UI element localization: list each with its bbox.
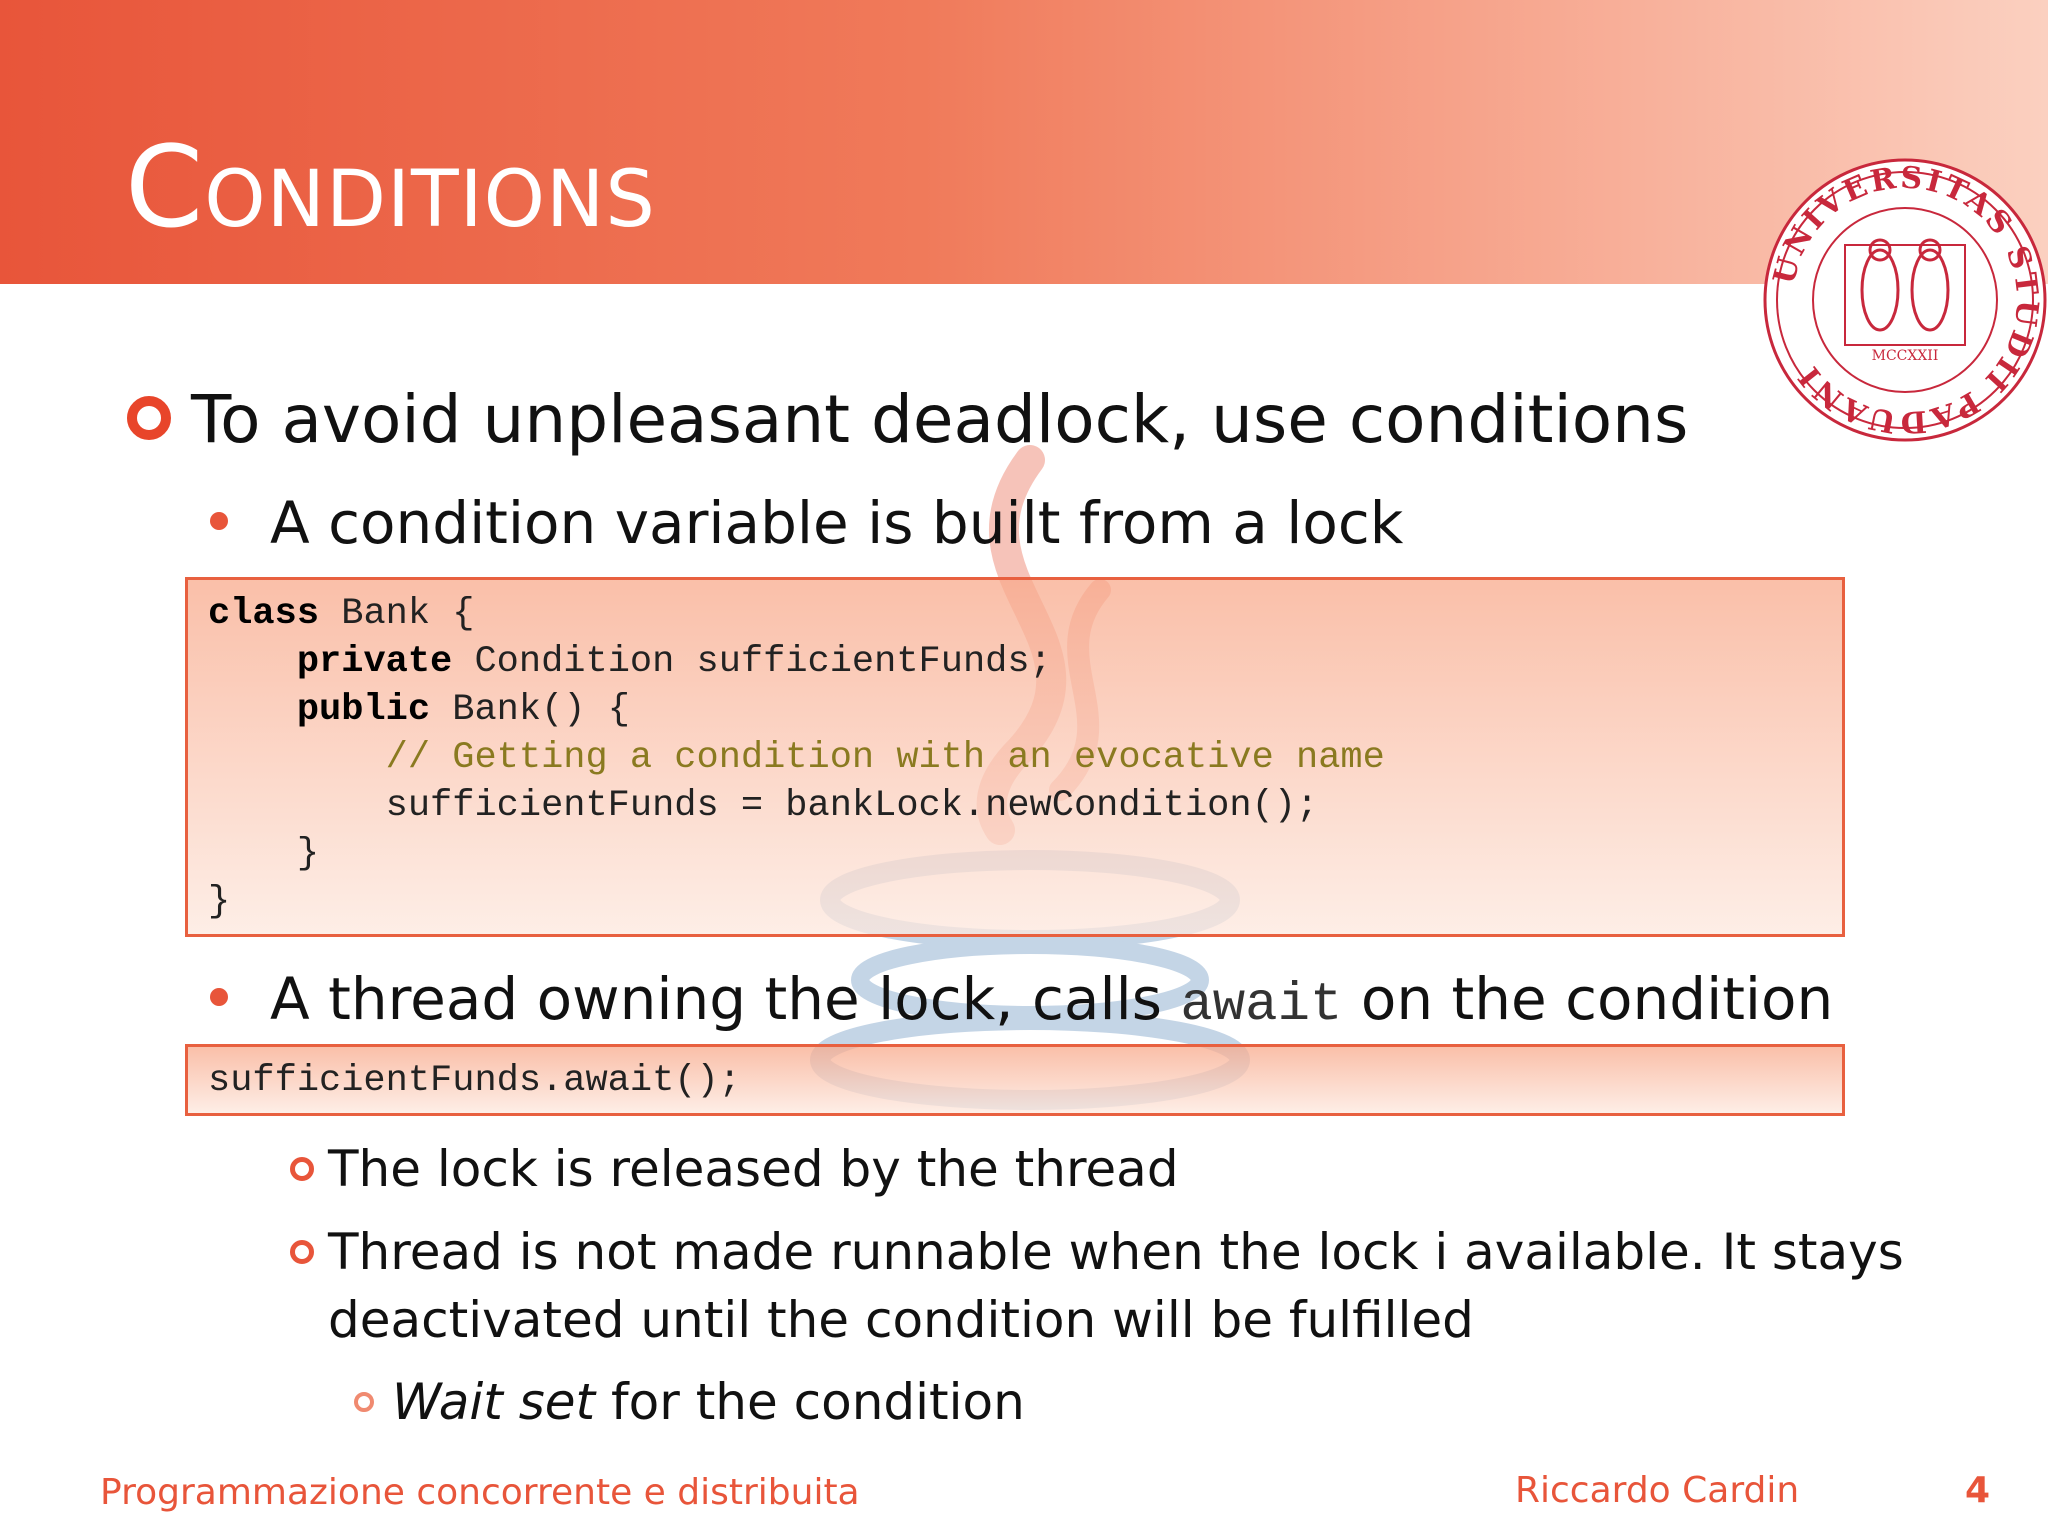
footer-author: Riccardo Cardin [1515, 1470, 1800, 1511]
slide-title: Conditions [125, 123, 656, 253]
sub-bullet-ring-icon [290, 1240, 314, 1264]
page-number: 4 [1965, 1470, 1991, 1511]
sub-sub-bullet-wait-set: Wait set for the condition [392, 1368, 1025, 1436]
sub-bullet-not-runnable: Thread is not made runnable when the lock i available. It stays deactivated until the condition will be fulfilled [328, 1218, 1904, 1354]
bullet-ring-icon [127, 396, 171, 440]
footer-course: Programmazione concorrente e distribuita [100, 1472, 860, 1513]
sub-bullet-lock-released: The lock is released by the thread [328, 1135, 1179, 1203]
code-block-bank: class Bank { private Condition sufficientFunds; public Bank() { // Getting a condition with an evocative name sufficientFunds = bankLock.newCondition(); } } [185, 577, 1845, 937]
bullet-condition-variable: A condition variable is built from a lock [210, 488, 1403, 558]
sub-sub-bullet-ring-icon [354, 1392, 374, 1412]
university-seal-logo [1760, 155, 2048, 445]
code-block-await: sufficientFunds.await(); [185, 1044, 1845, 1116]
sub-bullet-ring-icon [290, 1157, 314, 1181]
bullet-thread-await: A thread owning the lock, calls await on the condition [210, 964, 1833, 1041]
bullet-main: To avoid unpleasant deadlock, use conditions [127, 380, 1688, 460]
bullet-dot-icon [210, 988, 228, 1006]
svg-text:MCCXXII: MCCXXII [1871, 348, 1939, 364]
bullet-dot-icon [210, 512, 228, 530]
svg-text:UNIVERSITAS STUDII PADUANI: UNIVERSITAS STUDII PADUANI [1766, 160, 2045, 440]
